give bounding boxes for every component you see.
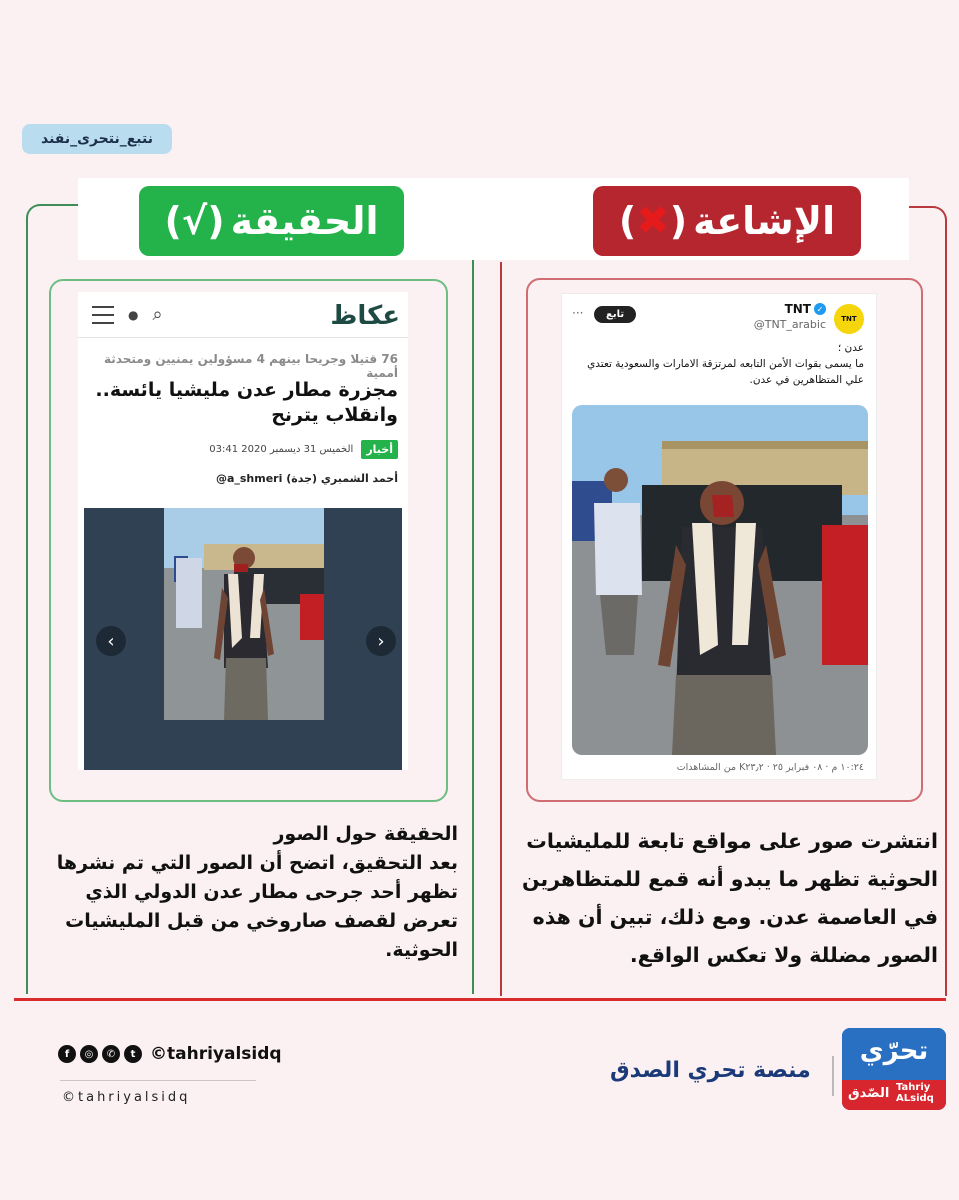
paren-open: ( xyxy=(669,199,688,243)
rumor-label: الإشاعة xyxy=(693,199,836,243)
social-bar xyxy=(58,1044,282,1064)
search-icon[interactable]: ⌕ xyxy=(152,304,163,325)
paren-close: ) xyxy=(618,199,637,243)
facebook-icon[interactable]: f xyxy=(58,1045,76,1063)
whatsapp-icon[interactable]: ✆ xyxy=(102,1045,120,1063)
okaz-author: أحمد الشمبري (جدة) a_shmeri@ xyxy=(215,472,398,485)
divider-line xyxy=(14,998,946,1001)
tweet-text xyxy=(574,340,864,388)
okaz-kicker: 76 قتيلا وجريحا بينهم 4 مسؤولين يمنيين ومتحدثة أممية xyxy=(104,352,398,380)
logo-en-line1: Tahriy xyxy=(896,1082,931,1093)
x-icon: ✖ xyxy=(636,198,670,244)
tweet-footer: ١٠:٢٤ م · ٠٨ فبراير ٢٥ · K٢٣٫٢ من المشاهدات xyxy=(676,762,864,773)
footer-divider xyxy=(60,1080,256,1081)
okaz-meta xyxy=(209,440,398,459)
tweet-name-text: TNT xyxy=(784,302,811,316)
social-handle[interactable]: ©tahriyalsidq xyxy=(150,1044,282,1064)
truth-frame-edge xyxy=(472,258,474,994)
hashtag-pill[interactable]: نتبع_نتحرى_نفند xyxy=(22,124,172,154)
okaz-header xyxy=(78,292,408,338)
rumor-caption: انتشرت صور على مواقع تابعة للمليشيات الحوثية تظهر ما يبدو أنه قمع للمتظاهرين في العاصمة عدن. ومع ذلك، تبين أن هذه الصور مضللة ولا تعكس الواقع. xyxy=(522,829,938,967)
user-icon[interactable]: ● xyxy=(128,307,139,322)
gallery-prev-button[interactable]: ‹ xyxy=(96,626,126,656)
follow-button[interactable]: تابع xyxy=(594,306,636,323)
rumor-badge xyxy=(593,186,861,256)
gallery-next-button[interactable]: › xyxy=(366,626,396,656)
instagram-icon[interactable]: ◎ xyxy=(80,1045,98,1063)
okaz-gallery xyxy=(84,508,402,770)
menu-icon[interactable] xyxy=(92,306,114,324)
check-icon: (√) xyxy=(164,199,225,243)
okaz-date: الخميس 31 ديسمبر 2020 03:41 xyxy=(209,444,354,455)
brand-logo xyxy=(842,1028,946,1110)
tweet-avatar[interactable]: TNT xyxy=(834,304,864,334)
logo-arabic-text: تحرّي xyxy=(859,1036,929,1066)
truth-badge xyxy=(139,186,404,256)
brand-separator xyxy=(832,1056,834,1096)
truth-caption-title: الحقيقة حول الصور xyxy=(273,823,458,845)
brand-name: منصة تحري الصدق xyxy=(610,1058,811,1083)
truth-caption-body: بعد التحقيق، اتضح أن الصور التي تم نشرها تظهر أحد جرحى مطار عدن الدولي الذي تعرض لقصف صاروخي من قبل المليشيات الحوثية. xyxy=(56,852,458,961)
tweet-text-line1: عدن ؛ xyxy=(837,342,864,354)
okaz-photo xyxy=(164,508,324,720)
tweet-text-line2: ما يسمى بقوات الأمن التابعه لمرتزقة الامارات والسعودية تعتدي علي المتظاهرين في عدن. xyxy=(587,358,864,386)
truth-caption xyxy=(30,820,458,965)
logo-en-line2: ALsidq xyxy=(896,1093,934,1104)
tweet-photo[interactable] xyxy=(572,405,868,755)
tweet-screenshot xyxy=(561,293,877,780)
verified-icon: ✓ xyxy=(814,303,826,315)
rumor-mark xyxy=(619,198,687,244)
tweet-author-name[interactable] xyxy=(785,302,826,316)
okaz-tag[interactable]: أخبار xyxy=(361,440,398,459)
truth-label: الحقيقة xyxy=(230,199,379,243)
okaz-logo: عكاظ xyxy=(330,301,400,331)
tweet-handle[interactable]: @TNT_arabic xyxy=(753,318,826,331)
okaz-article-screenshot xyxy=(78,292,408,770)
okaz-headline: مجزرة مطار عدن مليشيا يائسة.. وانقلاب يترنح xyxy=(95,379,398,426)
okaz-toolbar xyxy=(92,304,163,325)
rumor-frame-edge xyxy=(500,262,502,996)
logo-english-text xyxy=(896,1082,934,1104)
logo-arabic-text-2: الصّدق xyxy=(848,1086,890,1101)
more-options-icon[interactable]: ··· xyxy=(572,306,584,320)
social-handle-secondary[interactable]: ©tahriyalsidq xyxy=(62,1090,191,1105)
twitter-icon[interactable]: t xyxy=(124,1045,142,1063)
